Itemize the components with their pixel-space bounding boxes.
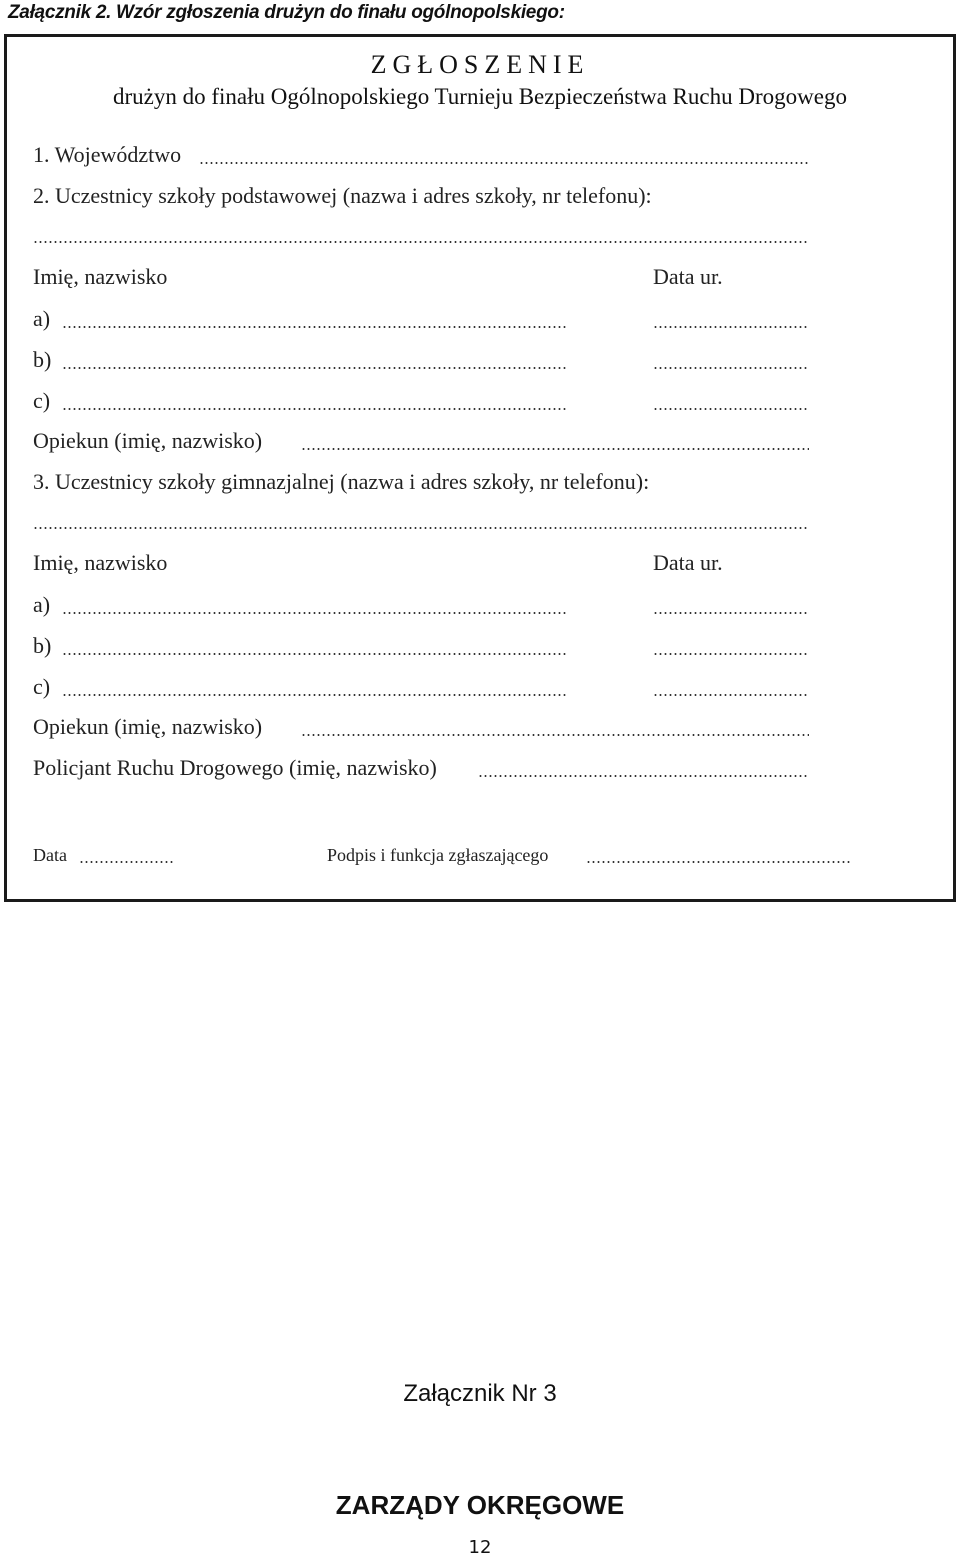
secondary-row-c-label: c) (33, 674, 51, 699)
secondary-row-c-name-field[interactable] (62, 694, 568, 696)
secondary-row-b-label: b) (33, 633, 52, 658)
secondary-row-a-dob-field[interactable] (653, 612, 809, 614)
secondary-row-a-name-field[interactable] (62, 612, 568, 614)
primary-row-b-label: b) (33, 347, 52, 372)
annex-title: Załącznik Nr 3 (403, 1380, 557, 1407)
primary-row-a-label: a) (33, 306, 51, 331)
signature-field[interactable] (586, 861, 852, 863)
primary-row-a-name-field[interactable] (62, 326, 568, 328)
primary-guardian-field[interactable] (301, 448, 809, 450)
primary-guardian-label: Opiekun (imię, nazwisko) (33, 428, 263, 453)
primary-row-c-label: c) (33, 388, 51, 413)
secondary-dob-header: Data ur. (653, 550, 723, 575)
form-title: ZGŁOSZENIE (370, 50, 590, 79)
police-field[interactable] (478, 775, 809, 777)
primary-section-heading: 2. Uczestnicy szkoły podstawowej (nazwa i adres szkoły, nr telefonu): (33, 183, 652, 208)
secondary-school-field[interactable] (33, 527, 809, 529)
secondary-guardian-field[interactable] (301, 734, 809, 736)
districts-title: ZARZĄDY OKRĘGOWE (335, 1490, 625, 1520)
secondary-row-c-dob-field[interactable] (653, 694, 809, 696)
secondary-row-a-label: a) (33, 592, 51, 617)
primary-name-header: Imię, nazwisko (33, 264, 168, 289)
primary-school-field[interactable] (33, 241, 809, 243)
form-subtitle: drużyn do finału Ogólnopolskiego Turnieju Bezpieczeństwa Ruchu Drogowego (113, 84, 847, 109)
primary-row-b-dob-field[interactable] (653, 367, 809, 369)
primary-row-a-dob-field[interactable] (653, 326, 809, 328)
secondary-row-b-name-field[interactable] (62, 653, 568, 655)
primary-row-c-dob-field[interactable] (653, 408, 809, 410)
primary-row-c-name-field[interactable] (62, 408, 568, 410)
page-number: 12 (468, 1537, 492, 1558)
signature-label: Podpis i funkcja zgłaszającego (327, 845, 549, 865)
primary-row-b-name-field[interactable] (62, 367, 568, 369)
primary-dob-header: Data ur. (653, 264, 723, 289)
voivodeship-field[interactable] (199, 162, 809, 164)
secondary-row-b-dob-field[interactable] (653, 653, 809, 655)
page-header: Załącznik 2. Wzór zgłoszenia drużyn do finału ogólnopolskiego: (8, 2, 565, 23)
date-field[interactable] (79, 861, 175, 863)
police-label: Policjant Ruchu Drogowego (imię, nazwisko) (33, 755, 437, 780)
secondary-section-heading: 3. Uczestnicy szkoły gimnazjalnej (nazwa i adres szkoły, nr telefonu): (33, 469, 650, 494)
date-label: Data (33, 845, 67, 865)
voivodeship-label: 1. Województwo (33, 142, 182, 167)
secondary-guardian-label: Opiekun (imię, nazwisko) (33, 714, 263, 739)
secondary-name-header: Imię, nazwisko (33, 550, 168, 575)
